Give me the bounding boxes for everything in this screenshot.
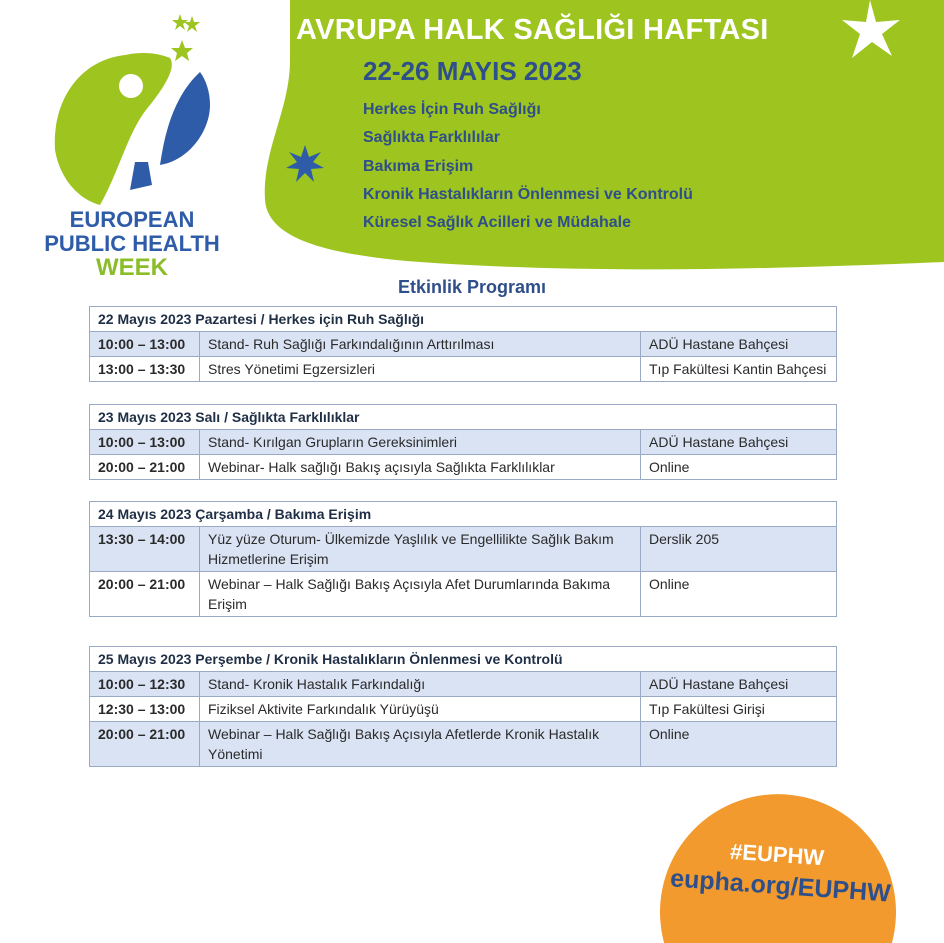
time-cell: 10:00 – 12:30 [90, 672, 200, 697]
theme-item: Küresel Sağlık Acilleri ve Müdahale [363, 214, 631, 232]
activity-cell: Webinar – Halk Sağlığı Bakış Açısıyla Afetlerde Kronik Hastalık Yönetimi [200, 722, 641, 767]
place-cell: Online [641, 455, 837, 480]
place-cell: ADÜ Hastane Bahçesi [641, 332, 837, 357]
logo-text [42, 208, 222, 280]
day-heading: 23 Mayıs 2023 Salı / Sağlıkta Farklılıklar [90, 405, 837, 430]
time-cell: 10:00 – 13:00 [90, 430, 200, 455]
logo-line: WEEK [96, 254, 168, 281]
time-cell: 13:00 – 13:30 [90, 357, 200, 382]
place-cell: Online [641, 722, 837, 767]
table-row [90, 722, 837, 767]
activity-cell: Yüz yüze Oturum- Ülkemizde Yaşlılık ve Engellilikte Sağlık Bakım Hizmetlerine Erişim [200, 527, 641, 572]
time-cell: 20:00 – 21:00 [90, 722, 200, 767]
activity-cell: Fiziksel Aktivite Farkındalık Yürüyüşü [200, 697, 641, 722]
table-row [90, 572, 837, 617]
day-table [89, 646, 837, 767]
activity-cell: Stres Yönetimi Egzersizleri [200, 357, 641, 382]
place-cell: Online [641, 572, 837, 617]
activity-cell: Stand- Ruh Sağlığı Farkındalığının Arttırılması [200, 332, 641, 357]
place-cell: Derslik 205 [641, 527, 837, 572]
table-row [90, 527, 837, 572]
theme-item: Kronik Hastalıkların Önlenmesi ve Kontrolü [363, 185, 693, 203]
table-row [90, 430, 837, 455]
day-table [89, 404, 837, 480]
logo-line: EUROPEAN [69, 207, 195, 232]
hashtag: #EUPHW [729, 838, 825, 871]
day-table [89, 501, 837, 617]
theme-list [363, 100, 693, 241]
day-heading: 24 Mayıs 2023 Çarşamba / Bakıma Erişim [90, 502, 837, 527]
activity-cell: Webinar- Halk sağlığı Bakış açısıyla Sağlıkta Farklılıklar [200, 455, 641, 480]
time-cell: 20:00 – 21:00 [90, 572, 200, 617]
table-row [90, 672, 837, 697]
activity-cell: Stand- Kronik Hastalık Farkındalığı [200, 672, 641, 697]
activity-cell: Webinar – Halk Sağlığı Bakış Açısıyla Afet Durumlarında Bakıma Erişim [200, 572, 641, 617]
program-title: Etkinlik Programı [397, 277, 547, 297]
theme-item: Bakıma Erişim [363, 157, 474, 175]
euphw-logo-icon [55, 14, 210, 205]
time-cell: 20:00 – 21:00 [90, 455, 200, 480]
time-cell: 10:00 – 13:00 [90, 332, 200, 357]
page-title: AVRUPA HALK SAĞLIĞI HAFTASI [296, 14, 769, 46]
time-cell: 13:30 – 14:00 [90, 527, 200, 572]
table-row [90, 332, 837, 357]
time-cell: 12:30 – 13:00 [90, 697, 200, 722]
place-cell: ADÜ Hastane Bahçesi [641, 672, 837, 697]
event-dates: 22-26 MAYIS 2023 [363, 56, 582, 86]
day-heading: 25 Mayıs 2023 Perşembe / Kronik Hastalıkların Önlenmesi ve Kontrolü [90, 647, 837, 672]
day-table [89, 306, 837, 382]
website-link[interactable]: eupha.org/EUPHW [669, 864, 892, 908]
logo-line: PUBLIC HEALTH [44, 231, 220, 256]
theme-item: Herkes İçin Ruh Sağlığı [363, 101, 541, 118]
table-row [90, 455, 837, 480]
place-cell: Tıp Fakültesi Girişi [641, 697, 837, 722]
place-cell: ADÜ Hastane Bahçesi [641, 430, 837, 455]
theme-item: Sağlıkta Farklılılar [363, 129, 500, 147]
day-heading: 22 Mayıs 2023 Pazartesi / Herkes için Ruh Sağlığı [90, 307, 837, 332]
table-row [90, 357, 837, 382]
table-row [90, 697, 837, 722]
activity-cell: Stand- Kırılgan Grupların Gereksinimleri [200, 430, 641, 455]
place-cell: Tıp Fakültesi Kantin Bahçesi [641, 357, 837, 382]
